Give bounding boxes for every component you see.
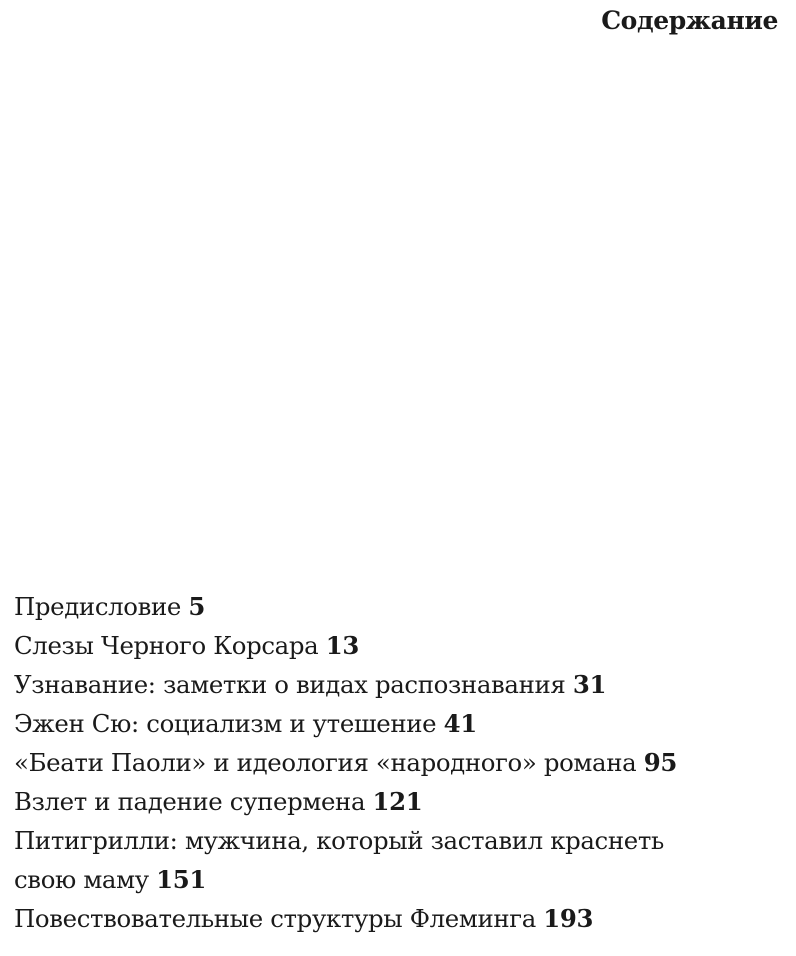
toc-entry-title: Эжен Сю: социализм и утешение xyxy=(14,709,437,738)
page-title: Содержание xyxy=(601,6,778,35)
toc-entry-preface xyxy=(14,587,714,626)
toc-entry-fleming xyxy=(14,899,714,938)
toc-entry-title: Узнавание: заметки о видах распознавания xyxy=(14,670,566,699)
toc-entry-title: «Беати Паоли» и идеология «народного» романа xyxy=(14,748,637,777)
toc-entry-black-corsair xyxy=(14,626,714,665)
toc-entry-page: 31 xyxy=(572,670,607,699)
toc-entry-page: 95 xyxy=(643,748,677,777)
table-of-contents xyxy=(14,587,714,938)
toc-entry-beati-paoli xyxy=(14,743,714,782)
toc-entry-page: 41 xyxy=(443,709,477,738)
toc-entry-title: Слезы Черного Корсара xyxy=(14,631,319,660)
toc-entry-title: Взлет и падение супермена xyxy=(14,787,366,816)
toc-entry-title: Питигрилли: мужчина, который заставил краснеть свою маму xyxy=(14,826,664,894)
toc-entry-title: Предисловие xyxy=(14,592,182,621)
toc-entry-title: Повествовательные структуры Флеминга xyxy=(14,904,536,933)
toc-entry-pitigrilli xyxy=(14,821,714,899)
toc-entry-superman xyxy=(14,782,714,821)
toc-entry-page: 151 xyxy=(156,865,207,894)
toc-entry-page: 5 xyxy=(188,592,206,621)
toc-entry-page: 193 xyxy=(543,904,594,933)
toc-entry-page: 13 xyxy=(325,631,359,660)
toc-entry-eugene-sue xyxy=(14,704,714,743)
toc-entry-page: 121 xyxy=(372,787,423,816)
toc-entry-recognition xyxy=(14,665,714,704)
